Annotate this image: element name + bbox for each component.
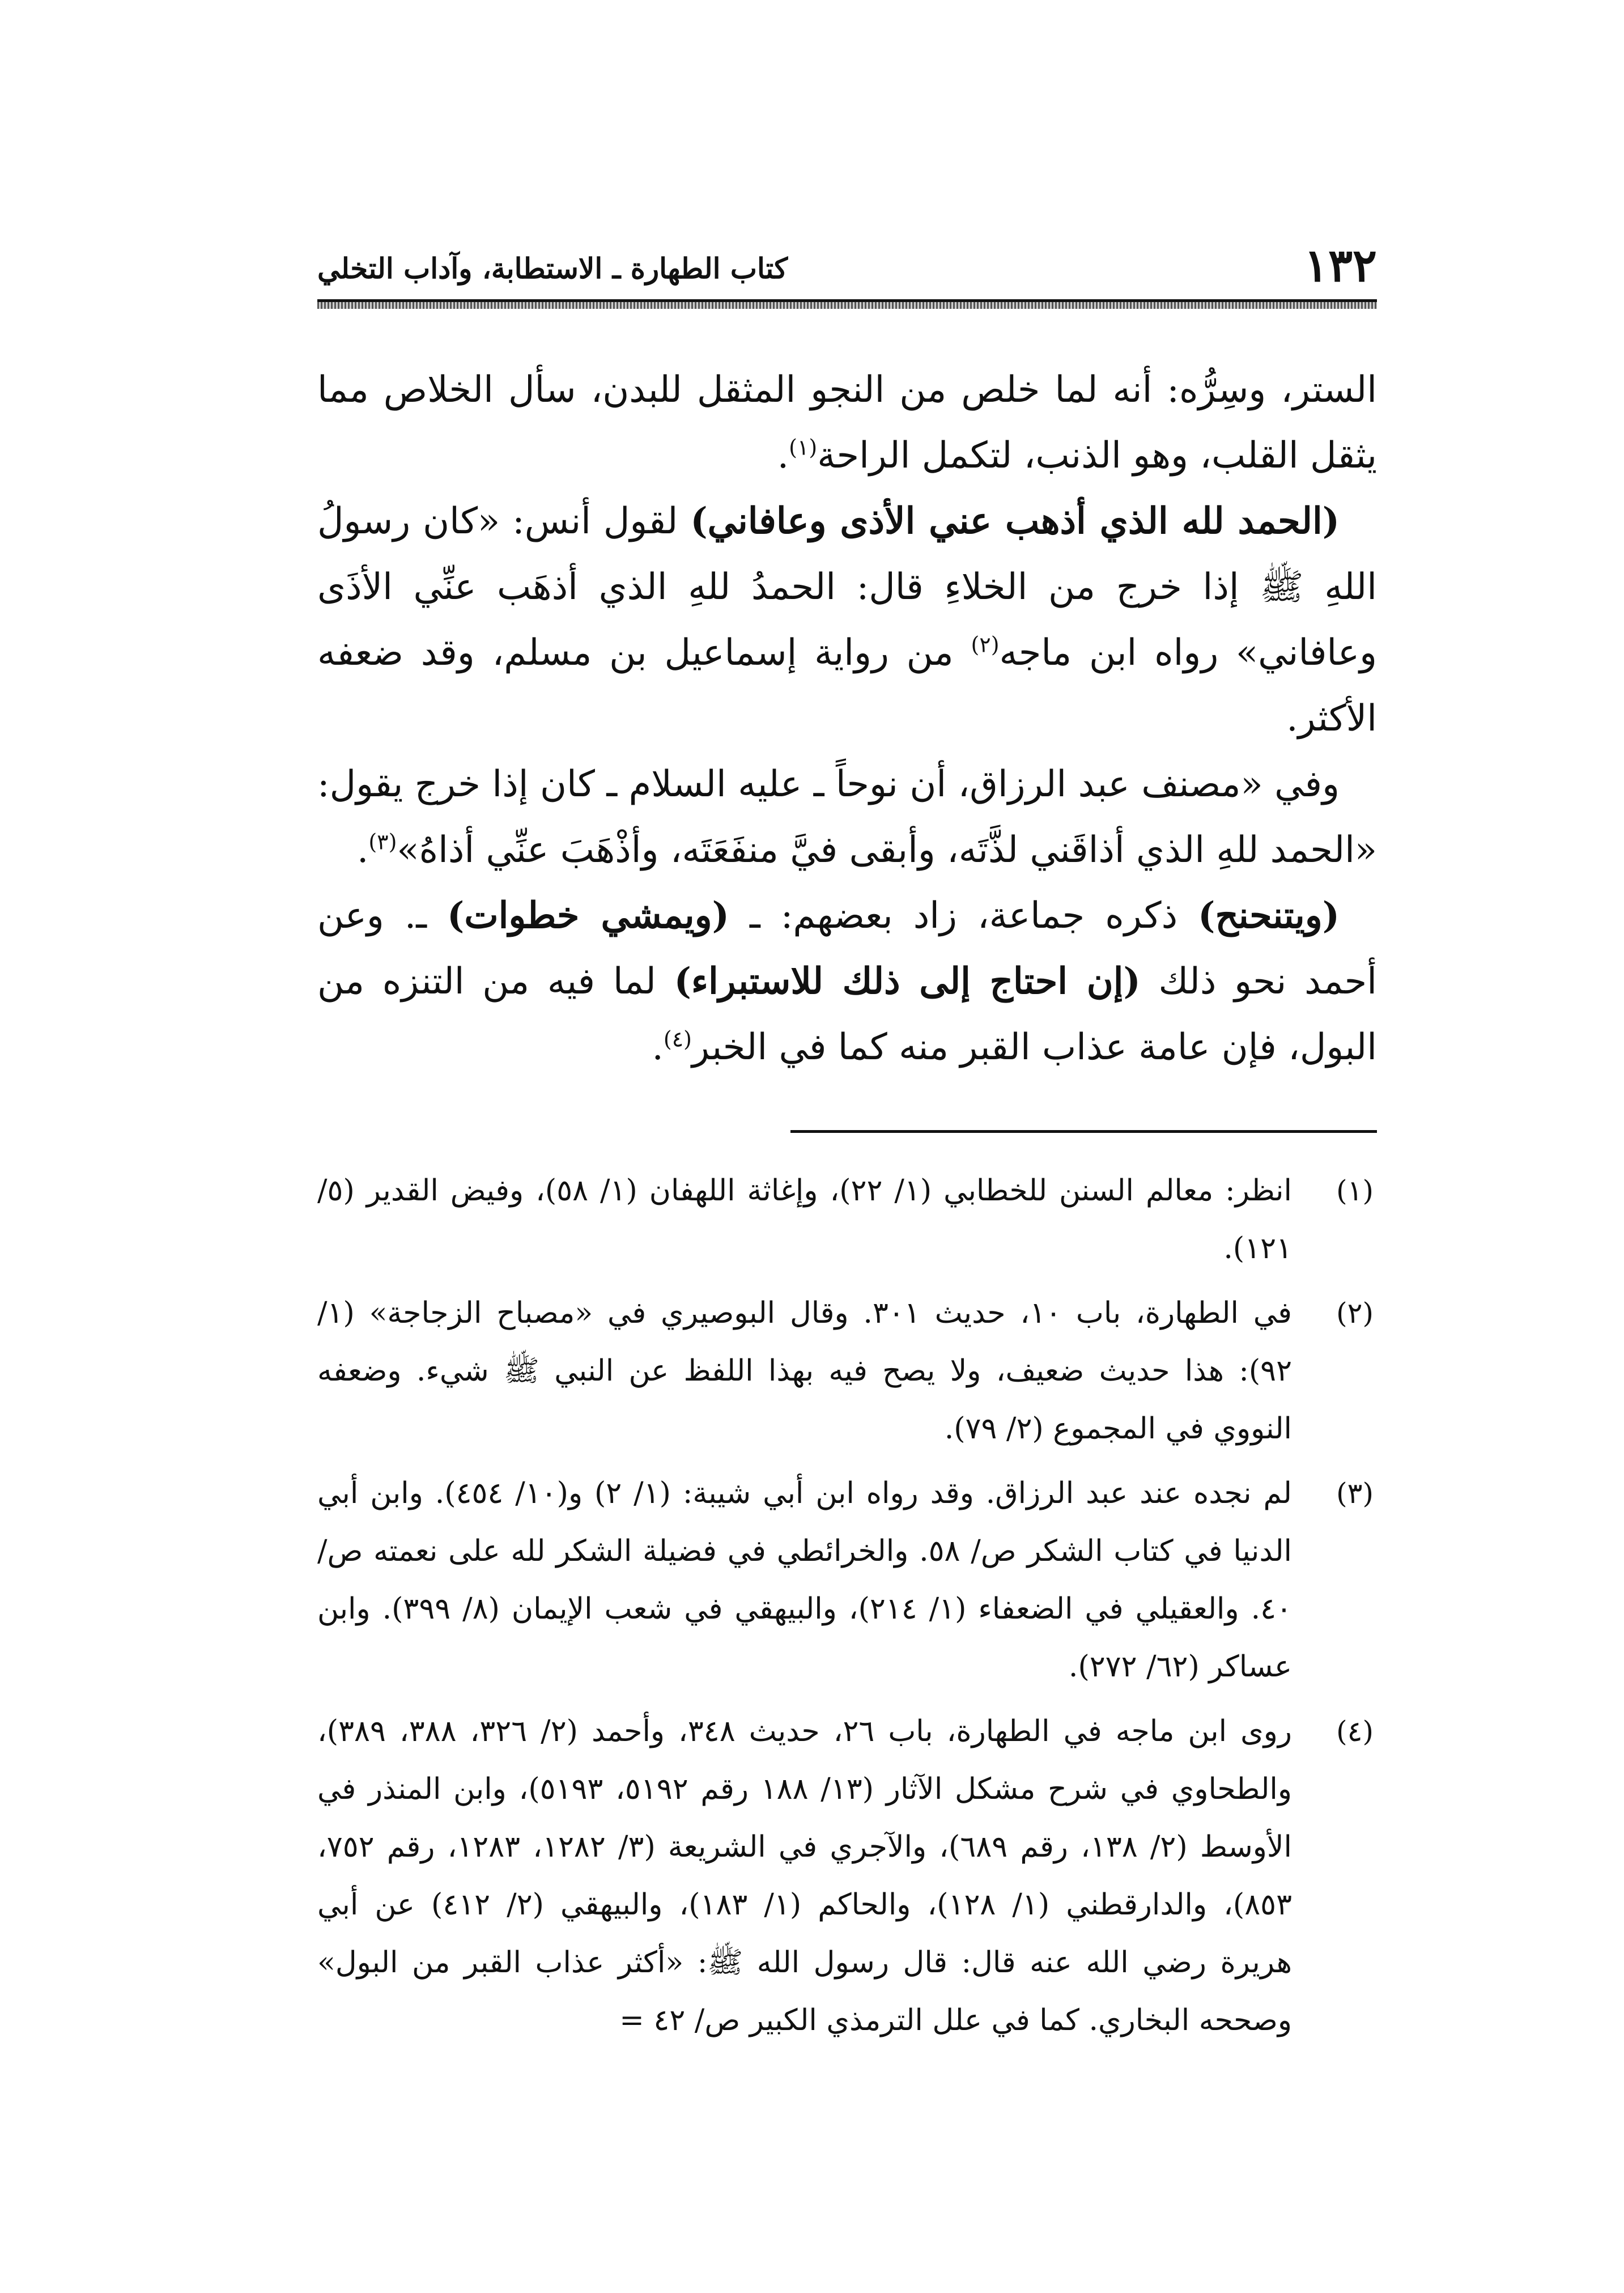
page-number: ١٣٢ [1304, 239, 1377, 292]
bold-phrase: (الحمد لله الذي أذهب عني الأذى وعافاني) [690, 500, 1340, 542]
footnote-3 [317, 1464, 1377, 1696]
footnote-ref: (١) [789, 435, 818, 460]
paragraph: الستر، وسِرُّه: أنه لما خلص من النجو المثقل للبدن، سأل الخلاص مما يثقل القلب، وهو الذنب، لتكمل الراحة$^{(١)}$. [317, 369, 1377, 477]
footnote-number: (١) [1336, 1174, 1374, 1207]
bold-phrase: (ويمشي خطوات) [447, 894, 729, 937]
footnote-2 [317, 1284, 1377, 1458]
footnote-separator [790, 1130, 1377, 1133]
footnote-number: (٣) [1336, 1477, 1374, 1510]
footnote-number: (٤) [1336, 1715, 1374, 1748]
bold-phrase: (ويتنحنح) [1198, 894, 1340, 937]
footnote-number: (٢) [1336, 1297, 1374, 1330]
paragraph: وفي «مصنف عبد الرزاق، أن نوحاً ـ عليه السلام ـ كان إذا خرج يقول: «الحمد للهِ الذي أذاقَني لذَّتَه، وأبقى فيَّ منفَعَتَه، وأذْهَبَ عنِّي أذاهُ»$^{(٣)}$. [317, 763, 1377, 871]
footnote-text: لم نجده عند عبد الرزاق. وقد رواه ابن أبي شيبة: (١/ ٢) و(١٠/ ٤٥٤). وابن أبي الدنيا في كتاب الشكر ص/ ٥٨. والخرائطي في فضيلة الشكر لله على نعمته ص/ ٤٠. والعقيلي في الضعفاء (١/ ٢١٤)، والبيهقي في شعب الإيمان (٨/ ٣٩٩). وابن عساكر (٦٢/ ٢٧٢). [317, 1476, 1292, 1684]
paragraph: (ويتنحنح) ذكره جماعة، زاد بعضهم: ـ (ويمشي خطوات) ـ. وعن أحمد نحو ذلك (إن احتاج إلى ذلك للاستبراء) لما فيه من التنزه من البول، فإن عامة عذاب القبر منه كما في الخبر$^{(٤)}$. [317, 894, 1378, 1068]
footnotes [317, 1162, 1377, 2056]
header-rule [317, 299, 1377, 309]
chapter-title: كتاب الطهارة ـ الاستطابة، وآداب التخلي [317, 252, 788, 285]
bold-phrase: (إن احتاج إلى ذلك للاستبراء) [674, 960, 1141, 1003]
footnote-text: روى ابن ماجه في الطهارة، باب ٢٦، حديث ٣٤٨، وأحمد (٢/ ٣٢٦، ٣٨٨، ٣٨٩)، والطحاوي في شرح مشكل الآثار (١٣/ ١٨٨ رقم ٥١٩٢، ٥١٩٣)، وابن المنذر في الأوسط (٢/ ١٣٨، رقم ٦٨٩)، والآجري في الشريعة (٣/ ١٢٨٢، ١٢٨٣، رقم ٧٥٢، ٨٥٣)، والدارقطني (١/ ١٢٨)، والحاكم (١/ ١٨٣)، والبيهقي (٢/ ٤١٢) عن أبي هريرة رضي الله عنه قال: قال رسول الله ﷺ: «أكثر عذاب القبر من البول» وصححه البخاري. كما في علل الترمذي الكبير ص/ ٤٢ = [317, 1714, 1293, 2037]
footnote-4 [317, 1702, 1377, 2049]
footnote-ref: (٣) [368, 829, 397, 855]
footnote-text: في الطهارة، باب ١٠، حديث ٣٠١. وقال البوصيري في «مصباح الزجاجة» (١/ ٩٢): هذا حديث ضعيف، ولا يصح فيه بهذا اللفظ عن النبي ﷺ شيء. وضعفه النووي في المجموع (٢/ ٧٩). [317, 1296, 1292, 1446]
running-header [317, 230, 1377, 298]
footnote-1 [317, 1162, 1377, 1277]
paragraph: (الحمد لله الذي أذهب عني الأذى وعافاني) لقول أنس: «كان رسولُ اللهِ ﷺ إذا خرج من الخلاءِ قال: الحمدُ للهِ الذي أذهَب عنِّي الأذَى وعافاني» رواه ابن ماجه$^{(٢)}$ من رواية إسماعيل بن مسلم، وقد ضعفه الأكثر. [317, 500, 1378, 740]
footnote-text: انظر: معالم السنن للخطابي (١/ ٢٢)، وإغاثة اللهفان (١/ ٥٨)، وفيض القدير (٥/ ١٢١). [317, 1174, 1292, 1266]
footnote-ref: (٢) [971, 632, 1000, 657]
main-text [317, 357, 1377, 1080]
footnote-ref: (٤) [663, 1026, 692, 1052]
